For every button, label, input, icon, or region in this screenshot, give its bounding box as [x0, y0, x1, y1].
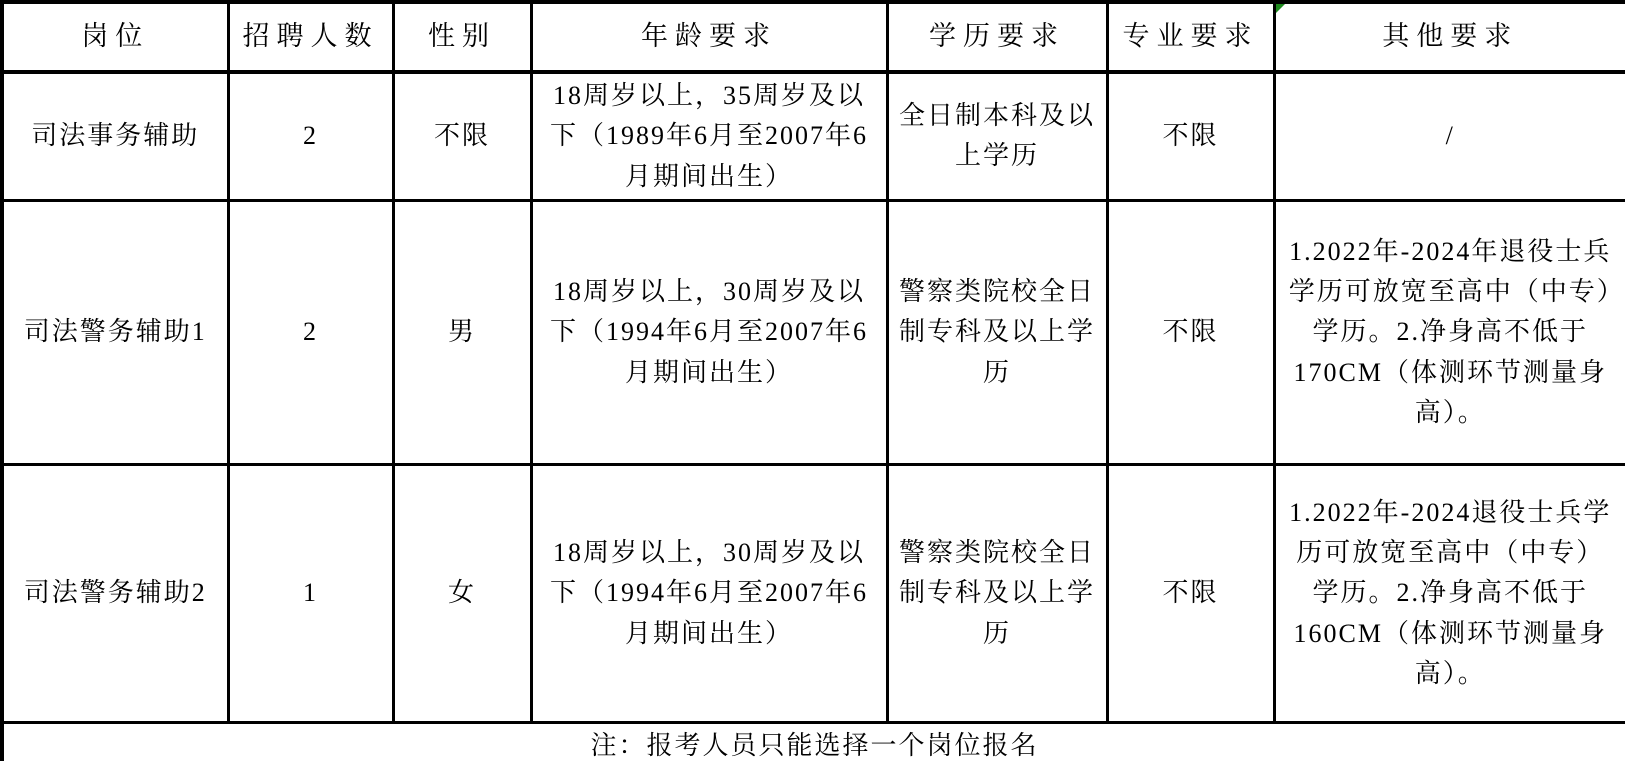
- cell-age: 18周岁以上，30周岁及以下（1994年6月至2007年6月期间出生）: [531, 464, 887, 722]
- table-header: [2, 2, 1625, 72]
- header-cell-education: 学历要求: [887, 2, 1107, 72]
- cell-major: 不限: [1107, 200, 1274, 464]
- note-row: [2, 722, 1625, 761]
- cell-age: 18周岁以上，30周岁及以下（1994年6月至2007年6月期间出生）: [531, 200, 887, 464]
- cell-major: 不限: [1107, 464, 1274, 722]
- header-cell-position: 岗位: [2, 2, 228, 72]
- cell-headcount: 2: [228, 200, 393, 464]
- cell-position: 司法警务辅助2: [2, 464, 228, 722]
- table-body: [2, 72, 1625, 761]
- header-cell-other: [1274, 2, 1625, 72]
- header-cell-other-label: 其他要求: [1382, 21, 1519, 52]
- table-row: [2, 72, 1625, 200]
- cell-other: /: [1274, 72, 1625, 200]
- cell-headcount: 1: [228, 464, 393, 722]
- cell-age: 18周岁以上，35周岁及以下（1989年6月至2007年6月期间出生）: [531, 72, 887, 200]
- header-cell-headcount: 招聘人数: [228, 2, 393, 72]
- header-row: [2, 2, 1625, 72]
- header-cell-age: 年龄要求: [531, 2, 887, 72]
- header-cell-gender: 性别: [393, 2, 531, 72]
- cell-education: 警察类院校全日制专科及以上学历: [887, 464, 1107, 722]
- table-row: [2, 464, 1625, 722]
- cell-gender: 不限: [393, 72, 531, 200]
- cell-position: 司法事务辅助: [2, 72, 228, 200]
- green-corner-marker-icon: [1276, 4, 1285, 13]
- cell-position: 司法警务辅助1: [2, 200, 228, 464]
- cell-headcount: 2: [228, 72, 393, 200]
- cell-education: 全日制本科及以上学历: [887, 72, 1107, 200]
- note-text: 注：报考人员只能选择一个岗位报名: [2, 722, 1625, 761]
- cell-other: 1.2022年-2024退役士兵学历可放宽至高中（中专）学历。2.净身高不低于160CM（体测环节测量身高）。: [1274, 464, 1625, 722]
- cell-other: 1.2022年-2024年退役士兵学历可放宽至高中（中专）学历。2.净身高不低于170CM（体测环节测量身高）。: [1274, 200, 1625, 464]
- cell-major: 不限: [1107, 72, 1274, 200]
- cell-education: 警察类院校全日制专科及以上学历: [887, 200, 1107, 464]
- cell-gender: 女: [393, 464, 531, 722]
- header-cell-major: 专业要求: [1107, 2, 1274, 72]
- cell-gender: 男: [393, 200, 531, 464]
- table-row: [2, 200, 1625, 464]
